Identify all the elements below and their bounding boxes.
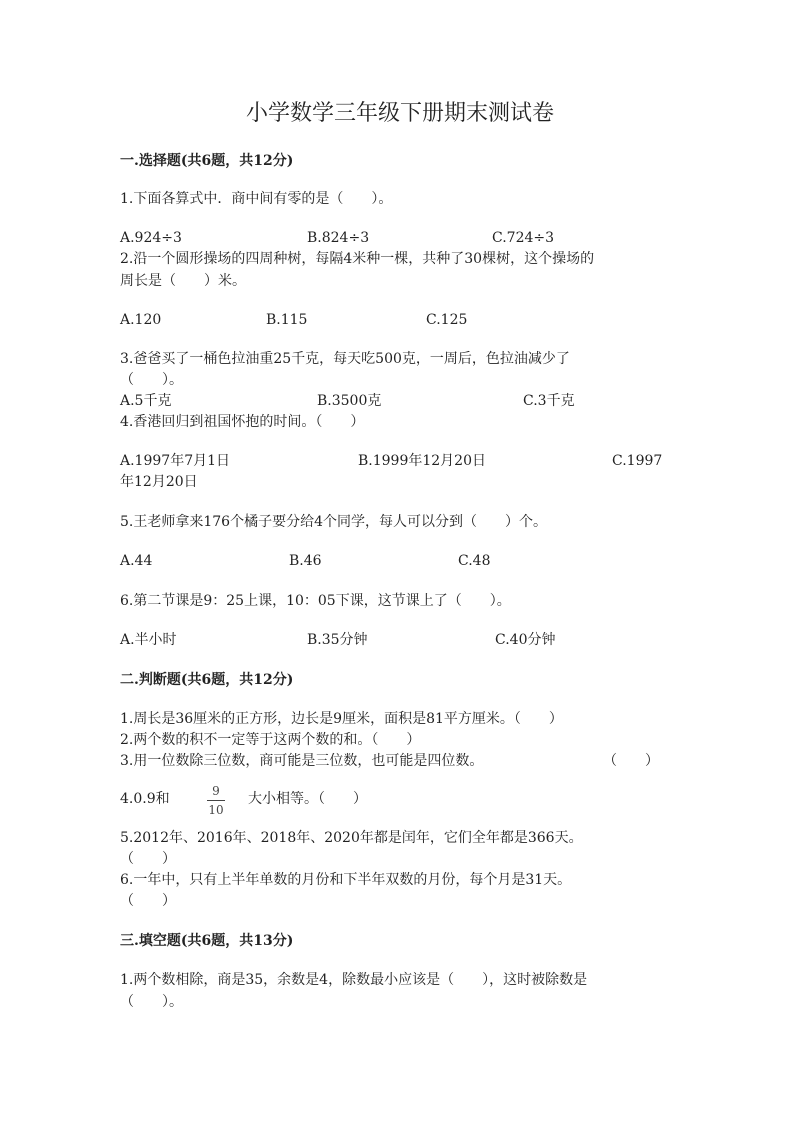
- choice-q1-option-b: B.824÷3: [307, 230, 370, 246]
- choice-q3-stem-line2: （ ）。: [120, 372, 183, 388]
- section-heading-choice: 一.选择题(共6题，共12分): [120, 153, 294, 169]
- choice-q6-option-b: B.35分钟: [307, 632, 368, 648]
- judge-q3: 3.用一位数除三位数，商可能是三位数，也可能是四位数。: [120, 753, 484, 769]
- fraction-numerator: 9: [212, 784, 220, 798]
- choice-q2-option-c: C.125: [426, 312, 468, 328]
- fill-q1-line2: （ ）。: [120, 994, 183, 1010]
- choice-q6-option-c: C.40分钟: [495, 632, 556, 648]
- choice-q2-stem-line1: 2.沿一个圆形操场的四周种树，每隔4米种一棵，共种了30棵树，这个操场的: [120, 251, 595, 267]
- choice-q6-option-a: A.半小时: [120, 632, 177, 648]
- choice-q2-stem-line2: 周长是（ ）米。: [120, 273, 246, 289]
- judge-q4-prefix: 4.0.9和: [120, 791, 170, 807]
- judge-q2: 2.两个数的积不一定等于这两个数的和。（ ）: [120, 732, 421, 748]
- choice-q5-option-a: A.44: [120, 553, 153, 569]
- fraction-bar: [207, 800, 225, 801]
- choice-q6-stem: 6.第二节课是9：25上课，10：05下课，这节课上了（ ）。: [120, 593, 511, 609]
- fraction-nine-tenths: [205, 784, 227, 817]
- choice-q5-stem: 5.王老师拿来176个橘子要分给4个同学，每人可以分到（ ）个。: [120, 514, 547, 530]
- judge-q4-suffix: 大小相等。（ ）: [248, 791, 367, 807]
- choice-q4-option-a: A.1997年7月1日: [120, 453, 231, 469]
- choice-q4-option-c-line1: C.1997: [612, 453, 663, 469]
- fill-q1-line1: 1.两个数相除，商是35，余数是4，除数最小应该是（ ），这时被除数是: [120, 972, 588, 988]
- choice-q3-option-b: B.3500克: [317, 393, 382, 409]
- choice-q5-option-b: B.46: [289, 553, 322, 569]
- choice-q2-option-a: A.120: [120, 312, 162, 328]
- judge-q6-line1: 6.一年中，只有上半年单数的月份和下半年双数的月份，每个月是31天。: [120, 872, 572, 888]
- choice-q5-option-c: C.48: [458, 553, 491, 569]
- judge-q6-line2: （ ）: [120, 893, 176, 909]
- section-heading-fill: 三.填空题(共6题，共13分): [120, 933, 294, 949]
- choice-q4-option-b: B.1999年12月20日: [358, 453, 486, 469]
- choice-q3-option-a: A.5千克: [120, 393, 172, 409]
- judge-q5-line1: 5.2012年、2016年、2018年、2020年都是闰年，它们全年都是366天。: [120, 830, 583, 846]
- choice-q1-stem: 1.下面各算式中．商中间有零的是（ ）。: [120, 191, 393, 207]
- judge-q3-answer-paren: （ ）: [603, 753, 659, 769]
- choice-q4-option-c-line2: 年12月20日: [120, 474, 198, 490]
- choice-q1-option-c: C.724÷3: [492, 230, 555, 246]
- choice-q2-option-b: B.115: [266, 312, 308, 328]
- choice-q3-option-c: C.3千克: [523, 393, 575, 409]
- judge-q5-line2: （ ）: [120, 851, 176, 867]
- judge-q1: 1.周长是36厘米的正方形，边长是9厘米，面积是81平方厘米。（ ）: [120, 711, 563, 727]
- page-title: 小学数学三年级下册期末测试卷: [245, 101, 554, 126]
- fraction-denominator: 10: [208, 803, 224, 817]
- choice-q3-stem-line1: 3.爸爸买了一桶色拉油重25千克，每天吃500克，一周后，色拉油减少了: [120, 351, 570, 367]
- choice-q1-option-a: A.924÷3: [120, 230, 182, 246]
- section-heading-judge: 二.判断题(共6题，共12分): [120, 672, 294, 688]
- choice-q4-stem: 4.香港回归到祖国怀抱的时间。（ ）: [120, 414, 365, 430]
